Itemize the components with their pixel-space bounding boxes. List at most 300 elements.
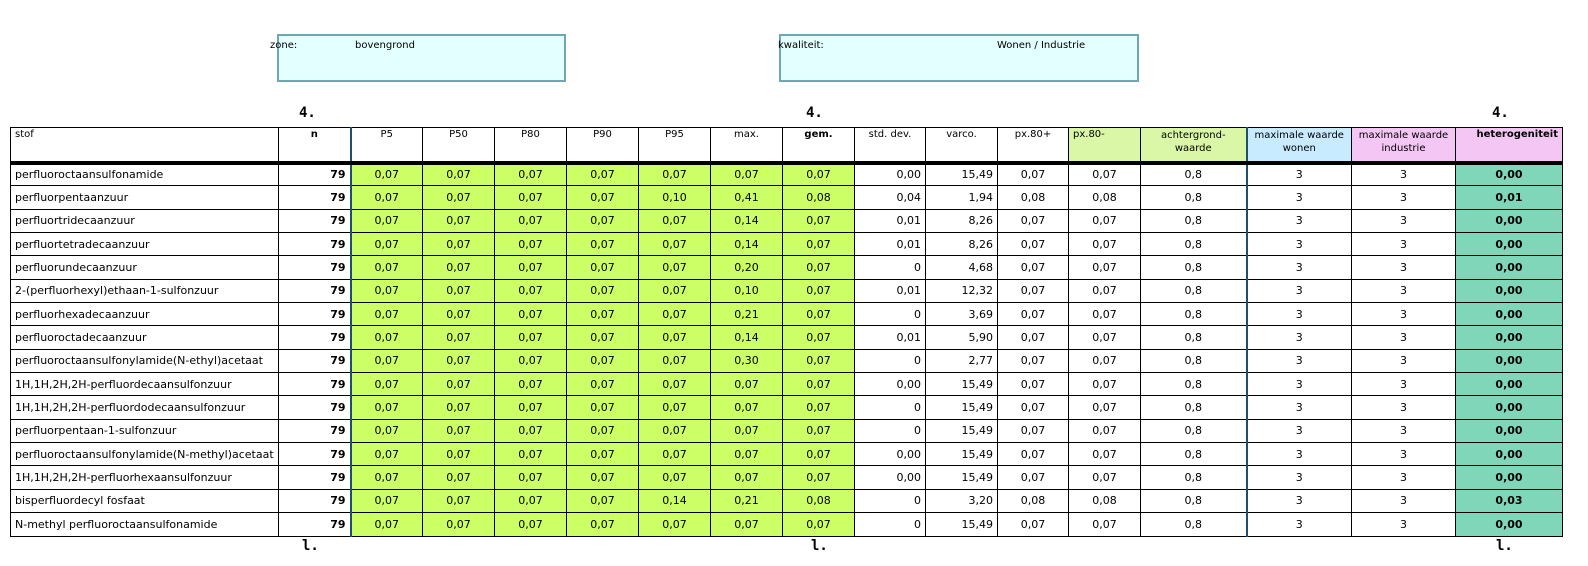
cell-max[interactable]: 0,07 bbox=[711, 443, 783, 466]
cell-max-industrie[interactable]: 3 bbox=[1352, 513, 1456, 536]
cell-heterogeniteit[interactable]: 0,00 bbox=[1456, 303, 1563, 326]
cell-p95[interactable]: 0,07 bbox=[639, 373, 711, 396]
cell-varco[interactable]: 3,20 bbox=[926, 489, 998, 512]
statistics-table bbox=[10, 127, 1563, 537]
cell-p95[interactable]: 0,07 bbox=[639, 326, 711, 349]
cell-std[interactable]: 0,00 bbox=[855, 373, 926, 396]
cell-n[interactable]: 79 bbox=[279, 396, 351, 419]
cell-max-wonen[interactable]: 3 bbox=[1247, 419, 1352, 442]
cell-max-wonen[interactable]: 3 bbox=[1247, 186, 1352, 209]
cell-p50[interactable]: 0,07 bbox=[423, 186, 495, 209]
cell-std[interactable]: 0,01 bbox=[855, 326, 926, 349]
cell-achtergrond[interactable]: 0,8 bbox=[1141, 443, 1247, 466]
cell-max[interactable]: 0,20 bbox=[711, 256, 783, 279]
cell-p5[interactable]: 0,07 bbox=[351, 466, 423, 489]
cell-varco[interactable]: 12,32 bbox=[926, 279, 998, 302]
cell-p5[interactable]: 0,07 bbox=[351, 349, 423, 372]
cell-stof[interactable]: perfluoroctaansulfonylamide(N-ethyl)acetaat bbox=[11, 349, 279, 372]
cell-px80plus[interactable]: 0,07 bbox=[998, 466, 1069, 489]
cell-px80[interactable]: 0,08 bbox=[1069, 489, 1141, 512]
cell-p5[interactable]: 0,07 bbox=[351, 209, 423, 232]
cell-heterogeniteit[interactable]: 0,00 bbox=[1456, 373, 1563, 396]
cell-varco[interactable]: 8,26 bbox=[926, 209, 998, 232]
cell-gem[interactable]: 0,07 bbox=[783, 443, 855, 466]
cell-achtergrond[interactable]: 0,8 bbox=[1141, 256, 1247, 279]
cell-varco[interactable]: 15,49 bbox=[926, 419, 998, 442]
cell-stof[interactable]: perfluorpentaan-1-sulfonzuur bbox=[11, 419, 279, 442]
cell-max-wonen[interactable]: 3 bbox=[1247, 209, 1352, 232]
cell-p50[interactable]: 0,07 bbox=[423, 396, 495, 419]
cell-achtergrond[interactable]: 0,8 bbox=[1141, 396, 1247, 419]
cell-heterogeniteit[interactable]: 0,00 bbox=[1456, 396, 1563, 419]
cell-n[interactable]: 79 bbox=[279, 466, 351, 489]
cell-max-wonen[interactable]: 3 bbox=[1247, 396, 1352, 419]
cell-p5[interactable]: 0,07 bbox=[351, 373, 423, 396]
cell-p80[interactable]: 0,07 bbox=[495, 443, 567, 466]
cell-achtergrond[interactable]: 0,8 bbox=[1141, 466, 1247, 489]
cell-stof[interactable]: perfluorundecaanzuur bbox=[11, 256, 279, 279]
cell-px80plus[interactable]: 0,07 bbox=[998, 256, 1069, 279]
cell-p95[interactable]: 0,07 bbox=[639, 256, 711, 279]
cell-max-wonen[interactable]: 3 bbox=[1247, 373, 1352, 396]
cell-px80plus[interactable]: 0,07 bbox=[998, 373, 1069, 396]
cell-p95[interactable]: 0,07 bbox=[639, 303, 711, 326]
header-px80[interactable]: px.80- bbox=[1069, 128, 1141, 163]
cell-achtergrond[interactable]: 0,8 bbox=[1141, 489, 1247, 512]
cell-p80[interactable]: 0,07 bbox=[495, 233, 567, 256]
cell-p80[interactable]: 0,07 bbox=[495, 163, 567, 186]
cell-max-industrie[interactable]: 3 bbox=[1352, 396, 1456, 419]
cell-p5[interactable]: 0,07 bbox=[351, 256, 423, 279]
cell-p95[interactable]: 0,07 bbox=[639, 279, 711, 302]
header-p90[interactable]: P90 bbox=[567, 128, 639, 163]
cell-p50[interactable]: 0,07 bbox=[423, 256, 495, 279]
cell-max-wonen[interactable]: 3 bbox=[1247, 163, 1352, 186]
cell-std[interactable]: 0 bbox=[855, 349, 926, 372]
cell-n[interactable]: 79 bbox=[279, 513, 351, 536]
cell-max-wonen[interactable]: 3 bbox=[1247, 256, 1352, 279]
cell-p80[interactable]: 0,07 bbox=[495, 513, 567, 536]
cell-px80plus[interactable]: 0,07 bbox=[998, 279, 1069, 302]
cell-px80[interactable]: 0,07 bbox=[1069, 466, 1141, 489]
cell-heterogeniteit[interactable]: 0,01 bbox=[1456, 186, 1563, 209]
header-p50[interactable]: P50 bbox=[423, 128, 495, 163]
cell-px80[interactable]: 0,07 bbox=[1069, 443, 1141, 466]
cell-achtergrond[interactable]: 0,8 bbox=[1141, 513, 1247, 536]
cell-px80plus[interactable]: 0,07 bbox=[998, 209, 1069, 232]
cell-max[interactable]: 0,07 bbox=[711, 466, 783, 489]
cell-p90[interactable]: 0,07 bbox=[567, 349, 639, 372]
kwaliteit-box bbox=[779, 34, 1139, 82]
cell-max-wonen[interactable]: 3 bbox=[1247, 513, 1352, 536]
cell-stof[interactable]: 2-(perfluorhexyl)ethaan-1-sulfonzuur bbox=[11, 279, 279, 302]
cell-p90[interactable]: 0,07 bbox=[567, 209, 639, 232]
cell-stof[interactable]: perfluortridecaanzuur bbox=[11, 209, 279, 232]
cell-max[interactable]: 0,14 bbox=[711, 233, 783, 256]
cell-p5[interactable]: 0,07 bbox=[351, 279, 423, 302]
cell-p95[interactable]: 0,07 bbox=[639, 163, 711, 186]
cell-gem[interactable]: 0,07 bbox=[783, 163, 855, 186]
cell-gem[interactable]: 0,07 bbox=[783, 419, 855, 442]
cell-p50[interactable]: 0,07 bbox=[423, 279, 495, 302]
cell-px80[interactable]: 0,07 bbox=[1069, 373, 1141, 396]
cell-p95[interactable]: 0,07 bbox=[639, 349, 711, 372]
zone-value[interactable]: bovengrond bbox=[355, 40, 415, 51]
cell-std[interactable]: 0,01 bbox=[855, 279, 926, 302]
cell-heterogeniteit[interactable]: 0,00 bbox=[1456, 279, 1563, 302]
cell-p5[interactable]: 0,07 bbox=[351, 186, 423, 209]
header-p95[interactable]: P95 bbox=[639, 128, 711, 163]
cell-n[interactable]: 79 bbox=[279, 279, 351, 302]
header-max-wonen[interactable]: maximale waarde wonen bbox=[1247, 128, 1352, 163]
cell-p80[interactable]: 0,07 bbox=[495, 256, 567, 279]
cell-p80[interactable]: 0,07 bbox=[495, 466, 567, 489]
cell-max[interactable]: 0,14 bbox=[711, 326, 783, 349]
cell-px80plus[interactable]: 0,08 bbox=[998, 489, 1069, 512]
cell-gem[interactable]: 0,07 bbox=[783, 349, 855, 372]
header-row bbox=[11, 128, 1563, 163]
cell-varco[interactable]: 15,49 bbox=[926, 443, 998, 466]
cell-max-industrie[interactable]: 3 bbox=[1352, 163, 1456, 186]
cell-varco[interactable]: 15,49 bbox=[926, 163, 998, 186]
cell-p90[interactable]: 0,07 bbox=[567, 279, 639, 302]
cell-max-industrie[interactable]: 3 bbox=[1352, 186, 1456, 209]
table-row bbox=[11, 256, 1563, 279]
cell-p90[interactable]: 0,07 bbox=[567, 419, 639, 442]
cell-p80[interactable]: 0,07 bbox=[495, 303, 567, 326]
cell-varco[interactable]: 15,49 bbox=[926, 513, 998, 536]
cell-px80plus[interactable]: 0,07 bbox=[998, 349, 1069, 372]
header-varco[interactable]: varco. bbox=[926, 128, 998, 163]
cell-p80[interactable]: 0,07 bbox=[495, 373, 567, 396]
cell-p50[interactable]: 0,07 bbox=[423, 373, 495, 396]
cell-max-industrie[interactable]: 3 bbox=[1352, 466, 1456, 489]
cell-p80[interactable]: 0,07 bbox=[495, 186, 567, 209]
cell-p50[interactable]: 0,07 bbox=[423, 419, 495, 442]
cell-heterogeniteit[interactable]: 0,00 bbox=[1456, 513, 1563, 536]
table-row bbox=[11, 163, 1563, 186]
cell-gem[interactable]: 0,07 bbox=[783, 256, 855, 279]
cell-max[interactable]: 0,07 bbox=[711, 419, 783, 442]
cell-std[interactable]: 0,04 bbox=[855, 186, 926, 209]
cell-p90[interactable]: 0,07 bbox=[567, 513, 639, 536]
cell-max-wonen[interactable]: 3 bbox=[1247, 326, 1352, 349]
cell-std[interactable]: 0,00 bbox=[855, 466, 926, 489]
cell-n[interactable]: 79 bbox=[279, 326, 351, 349]
cell-p90[interactable]: 0,07 bbox=[567, 233, 639, 256]
cell-varco[interactable]: 3,69 bbox=[926, 303, 998, 326]
header-p5[interactable]: P5 bbox=[351, 128, 423, 163]
cell-heterogeniteit[interactable]: 0,00 bbox=[1456, 466, 1563, 489]
cell-achtergrond[interactable]: 0,8 bbox=[1141, 373, 1247, 396]
cell-p5[interactable]: 0,07 bbox=[351, 489, 423, 512]
cell-p50[interactable]: 0,07 bbox=[423, 349, 495, 372]
header-heterogeniteit[interactable]: heterogeniteit bbox=[1456, 128, 1563, 163]
cell-stof[interactable]: perfluorhexadecaanzuur bbox=[11, 303, 279, 326]
cell-gem[interactable]: 0,08 bbox=[783, 489, 855, 512]
cell-achtergrond[interactable]: 0,8 bbox=[1141, 186, 1247, 209]
cell-p95[interactable]: 0,07 bbox=[639, 443, 711, 466]
cell-varco[interactable]: 4,68 bbox=[926, 256, 998, 279]
cell-px80plus[interactable]: 0,07 bbox=[998, 443, 1069, 466]
cell-max[interactable]: 0,07 bbox=[711, 396, 783, 419]
cell-heterogeniteit[interactable]: 0,00 bbox=[1456, 326, 1563, 349]
cell-p50[interactable]: 0,07 bbox=[423, 466, 495, 489]
cell-std[interactable]: 0 bbox=[855, 256, 926, 279]
cell-gem[interactable]: 0,07 bbox=[783, 233, 855, 256]
cell-max-industrie[interactable]: 3 bbox=[1352, 489, 1456, 512]
cell-p90[interactable]: 0,07 bbox=[567, 326, 639, 349]
cell-p80[interactable]: 0,07 bbox=[495, 489, 567, 512]
table-row bbox=[11, 349, 1563, 372]
cell-p50[interactable]: 0,07 bbox=[423, 303, 495, 326]
cell-std[interactable]: 0 bbox=[855, 489, 926, 512]
cell-max-wonen[interactable]: 3 bbox=[1247, 279, 1352, 302]
cell-achtergrond[interactable]: 0,8 bbox=[1141, 326, 1247, 349]
cell-p5[interactable]: 0,07 bbox=[351, 443, 423, 466]
cell-max-wonen[interactable]: 3 bbox=[1247, 303, 1352, 326]
cell-heterogeniteit[interactable]: 0,03 bbox=[1456, 489, 1563, 512]
kwaliteit-value[interactable]: Wonen / Industrie bbox=[997, 40, 1086, 51]
cell-p80[interactable]: 0,07 bbox=[495, 396, 567, 419]
cell-achtergrond[interactable]: 0,8 bbox=[1141, 349, 1247, 372]
cell-px80plus[interactable]: 0,07 bbox=[998, 396, 1069, 419]
cell-max[interactable]: 0,07 bbox=[711, 513, 783, 536]
cell-gem[interactable]: 0,07 bbox=[783, 513, 855, 536]
cell-p50[interactable]: 0,07 bbox=[423, 513, 495, 536]
cell-std[interactable]: 0 bbox=[855, 419, 926, 442]
cell-stof[interactable]: perfluoroctaansulfonamide bbox=[11, 163, 279, 186]
header-px80plus[interactable]: px.80+ bbox=[998, 128, 1069, 163]
cell-gem[interactable]: 0,07 bbox=[783, 279, 855, 302]
cell-p90[interactable]: 0,07 bbox=[567, 186, 639, 209]
cell-max-industrie[interactable]: 3 bbox=[1352, 209, 1456, 232]
cell-stof[interactable]: perfluoroctaansulfonylamide(N-methyl)acetaat bbox=[11, 443, 279, 466]
cell-p80[interactable]: 0,07 bbox=[495, 209, 567, 232]
cell-stof[interactable]: perfluortetradecaanzuur bbox=[11, 233, 279, 256]
cell-stof[interactable]: 1H,1H,2H,2H-perfluordecaansulfonzuur bbox=[11, 373, 279, 396]
cell-max-industrie[interactable]: 3 bbox=[1352, 373, 1456, 396]
cell-p5[interactable]: 0,07 bbox=[351, 233, 423, 256]
cell-achtergrond[interactable]: 0,8 bbox=[1141, 419, 1247, 442]
cell-px80[interactable]: 0,07 bbox=[1069, 163, 1141, 186]
cell-achtergrond[interactable]: 0,8 bbox=[1141, 233, 1247, 256]
cell-gem[interactable]: 0,07 bbox=[783, 209, 855, 232]
cell-std[interactable]: 0,00 bbox=[855, 443, 926, 466]
cell-p95[interactable]: 0,07 bbox=[639, 396, 711, 419]
cell-heterogeniteit[interactable]: 0,00 bbox=[1456, 443, 1563, 466]
cell-n[interactable]: 79 bbox=[279, 349, 351, 372]
cell-max-industrie[interactable]: 3 bbox=[1352, 303, 1456, 326]
cell-max-industrie[interactable]: 3 bbox=[1352, 443, 1456, 466]
cell-heterogeniteit[interactable]: 0,00 bbox=[1456, 349, 1563, 372]
bottom-marker-het: l. bbox=[1496, 538, 1513, 554]
cell-px80[interactable]: 0,08 bbox=[1069, 186, 1141, 209]
cell-varco[interactable]: 8,26 bbox=[926, 233, 998, 256]
cell-max-industrie[interactable]: 3 bbox=[1352, 326, 1456, 349]
cell-px80[interactable]: 0,07 bbox=[1069, 513, 1141, 536]
cell-gem[interactable]: 0,07 bbox=[783, 326, 855, 349]
cell-n[interactable]: 79 bbox=[279, 489, 351, 512]
cell-px80plus[interactable]: 0,08 bbox=[998, 186, 1069, 209]
cell-max-industrie[interactable]: 3 bbox=[1352, 256, 1456, 279]
cell-varco[interactable]: 1,94 bbox=[926, 186, 998, 209]
cell-p95[interactable]: 0,10 bbox=[639, 186, 711, 209]
cell-varco[interactable]: 15,49 bbox=[926, 373, 998, 396]
cell-heterogeniteit[interactable]: 0,00 bbox=[1456, 163, 1563, 186]
table-row bbox=[11, 443, 1563, 466]
cell-p90[interactable]: 0,07 bbox=[567, 489, 639, 512]
cell-p90[interactable]: 0,07 bbox=[567, 466, 639, 489]
cell-std[interactable]: 0,01 bbox=[855, 209, 926, 232]
cell-max[interactable]: 0,07 bbox=[711, 373, 783, 396]
cell-n[interactable]: 79 bbox=[279, 443, 351, 466]
cell-px80plus[interactable]: 0,07 bbox=[998, 513, 1069, 536]
header-n[interactable]: n bbox=[279, 128, 351, 163]
cell-p95[interactable]: 0,07 bbox=[639, 209, 711, 232]
cell-p90[interactable]: 0,07 bbox=[567, 256, 639, 279]
cell-std[interactable]: 0,00 bbox=[855, 163, 926, 186]
cell-n[interactable]: 79 bbox=[279, 303, 351, 326]
cell-achtergrond[interactable]: 0,8 bbox=[1141, 303, 1247, 326]
cell-max[interactable]: 0,10 bbox=[711, 279, 783, 302]
header-std[interactable]: std. dev. bbox=[855, 128, 926, 163]
cell-heterogeniteit[interactable]: 0,00 bbox=[1456, 233, 1563, 256]
cell-p95[interactable]: 0,07 bbox=[639, 233, 711, 256]
cell-p5[interactable]: 0,07 bbox=[351, 396, 423, 419]
header-p80[interactable]: P80 bbox=[495, 128, 567, 163]
cell-heterogeniteit[interactable]: 0,00 bbox=[1456, 256, 1563, 279]
cell-max-wonen[interactable]: 3 bbox=[1247, 466, 1352, 489]
cell-max-wonen[interactable]: 3 bbox=[1247, 443, 1352, 466]
cell-max[interactable]: 0,21 bbox=[711, 303, 783, 326]
header-max-industrie[interactable]: maximale waarde industrie bbox=[1352, 128, 1456, 163]
cell-px80plus[interactable]: 0,07 bbox=[998, 303, 1069, 326]
cell-gem[interactable]: 0,08 bbox=[783, 186, 855, 209]
cell-px80[interactable]: 0,07 bbox=[1069, 233, 1141, 256]
cell-stof[interactable]: perfluorpentaanzuur bbox=[11, 186, 279, 209]
cell-max-wonen[interactable]: 3 bbox=[1247, 233, 1352, 256]
cell-px80[interactable]: 0,07 bbox=[1069, 209, 1141, 232]
header-max[interactable]: max. bbox=[711, 128, 783, 163]
cell-px80[interactable]: 0,07 bbox=[1069, 256, 1141, 279]
cell-p5[interactable]: 0,07 bbox=[351, 163, 423, 186]
cell-n[interactable]: 79 bbox=[279, 209, 351, 232]
cell-stof[interactable]: 1H,1H,2H,2H-perfluordodecaansulfonzuur bbox=[11, 396, 279, 419]
cell-n[interactable]: 79 bbox=[279, 419, 351, 442]
cell-std[interactable]: 0 bbox=[855, 303, 926, 326]
cell-p95[interactable]: 0,14 bbox=[639, 489, 711, 512]
cell-std[interactable]: 0,01 bbox=[855, 233, 926, 256]
cell-p80[interactable]: 0,07 bbox=[495, 279, 567, 302]
cell-n[interactable]: 79 bbox=[279, 256, 351, 279]
cell-px80[interactable]: 0,07 bbox=[1069, 396, 1141, 419]
cell-p50[interactable]: 0,07 bbox=[423, 489, 495, 512]
cell-std[interactable]: 0 bbox=[855, 513, 926, 536]
cell-px80[interactable]: 0,07 bbox=[1069, 326, 1141, 349]
cell-achtergrond[interactable]: 0,8 bbox=[1141, 279, 1247, 302]
cell-max-industrie[interactable]: 3 bbox=[1352, 349, 1456, 372]
cell-max-wonen[interactable]: 3 bbox=[1247, 349, 1352, 372]
cell-p90[interactable]: 0,07 bbox=[567, 443, 639, 466]
cell-n[interactable]: 79 bbox=[279, 163, 351, 186]
header-gem[interactable]: gem. bbox=[783, 128, 855, 163]
cell-varco[interactable]: 5,90 bbox=[926, 326, 998, 349]
cell-stof[interactable]: 1H,1H,2H,2H-perfluorhexaansulfonzuur bbox=[11, 466, 279, 489]
cell-stof[interactable]: perfluoroctadecaanzuur bbox=[11, 326, 279, 349]
cell-p80[interactable]: 0,07 bbox=[495, 326, 567, 349]
cell-max-wonen[interactable]: 3 bbox=[1247, 489, 1352, 512]
cell-max[interactable]: 0,41 bbox=[711, 186, 783, 209]
cell-gem[interactable]: 0,07 bbox=[783, 303, 855, 326]
cell-p95[interactable]: 0,07 bbox=[639, 419, 711, 442]
cell-p80[interactable]: 0,07 bbox=[495, 349, 567, 372]
cell-px80[interactable]: 0,07 bbox=[1069, 303, 1141, 326]
cell-p50[interactable]: 0,07 bbox=[423, 163, 495, 186]
cell-stof[interactable]: N-methyl perfluoroctaansulfonamide bbox=[11, 513, 279, 536]
cell-p90[interactable]: 0,07 bbox=[567, 396, 639, 419]
header-achtergrond[interactable]: achtergrond-waarde bbox=[1141, 128, 1247, 163]
cell-p5[interactable]: 0,07 bbox=[351, 303, 423, 326]
cell-p90[interactable]: 0,07 bbox=[567, 303, 639, 326]
header-stof[interactable]: stof bbox=[11, 128, 279, 163]
cell-p50[interactable]: 0,07 bbox=[423, 326, 495, 349]
cell-p50[interactable]: 0,07 bbox=[423, 233, 495, 256]
cell-varco[interactable]: 15,49 bbox=[926, 466, 998, 489]
cell-max[interactable]: 0,07 bbox=[711, 163, 783, 186]
cell-p80[interactable]: 0,07 bbox=[495, 419, 567, 442]
cell-px80[interactable]: 0,07 bbox=[1069, 419, 1141, 442]
cell-p90[interactable]: 0,07 bbox=[567, 373, 639, 396]
cell-gem[interactable]: 0,07 bbox=[783, 466, 855, 489]
cell-achtergrond[interactable]: 0,8 bbox=[1141, 163, 1247, 186]
cell-p95[interactable]: 0,07 bbox=[639, 513, 711, 536]
cell-heterogeniteit[interactable]: 0,00 bbox=[1456, 419, 1563, 442]
cell-px80[interactable]: 0,07 bbox=[1069, 279, 1141, 302]
cell-n[interactable]: 79 bbox=[279, 233, 351, 256]
cell-max[interactable]: 0,14 bbox=[711, 209, 783, 232]
cell-max-industrie[interactable]: 3 bbox=[1352, 279, 1456, 302]
cell-max[interactable]: 0,21 bbox=[711, 489, 783, 512]
cell-p5[interactable]: 0,07 bbox=[351, 326, 423, 349]
cell-px80plus[interactable]: 0,07 bbox=[998, 419, 1069, 442]
cell-stof[interactable]: bisperfluordecyl fosfaat bbox=[11, 489, 279, 512]
cell-varco[interactable]: 2,77 bbox=[926, 349, 998, 372]
cell-px80[interactable]: 0,07 bbox=[1069, 349, 1141, 372]
cell-achtergrond[interactable]: 0,8 bbox=[1141, 209, 1247, 232]
cell-p50[interactable]: 0,07 bbox=[423, 209, 495, 232]
cell-p95[interactable]: 0,07 bbox=[639, 466, 711, 489]
cell-max-industrie[interactable]: 3 bbox=[1352, 233, 1456, 256]
cell-px80plus[interactable]: 0,07 bbox=[998, 163, 1069, 186]
cell-p5[interactable]: 0,07 bbox=[351, 513, 423, 536]
cell-n[interactable]: 79 bbox=[279, 373, 351, 396]
cell-gem[interactable]: 0,07 bbox=[783, 373, 855, 396]
cell-gem[interactable]: 0,07 bbox=[783, 396, 855, 419]
cell-varco[interactable]: 15,49 bbox=[926, 396, 998, 419]
cell-p50[interactable]: 0,07 bbox=[423, 443, 495, 466]
cell-heterogeniteit[interactable]: 0,00 bbox=[1456, 209, 1563, 232]
cell-p90[interactable]: 0,07 bbox=[567, 163, 639, 186]
cell-n[interactable]: 79 bbox=[279, 186, 351, 209]
cell-p5[interactable]: 0,07 bbox=[351, 419, 423, 442]
cell-std[interactable]: 0 bbox=[855, 396, 926, 419]
kwaliteit-label: kwaliteit: bbox=[778, 40, 824, 51]
cell-px80plus[interactable]: 0,07 bbox=[998, 326, 1069, 349]
cell-max-industrie[interactable]: 3 bbox=[1352, 419, 1456, 442]
cell-px80plus[interactable]: 0,07 bbox=[998, 233, 1069, 256]
cell-max[interactable]: 0,30 bbox=[711, 349, 783, 372]
